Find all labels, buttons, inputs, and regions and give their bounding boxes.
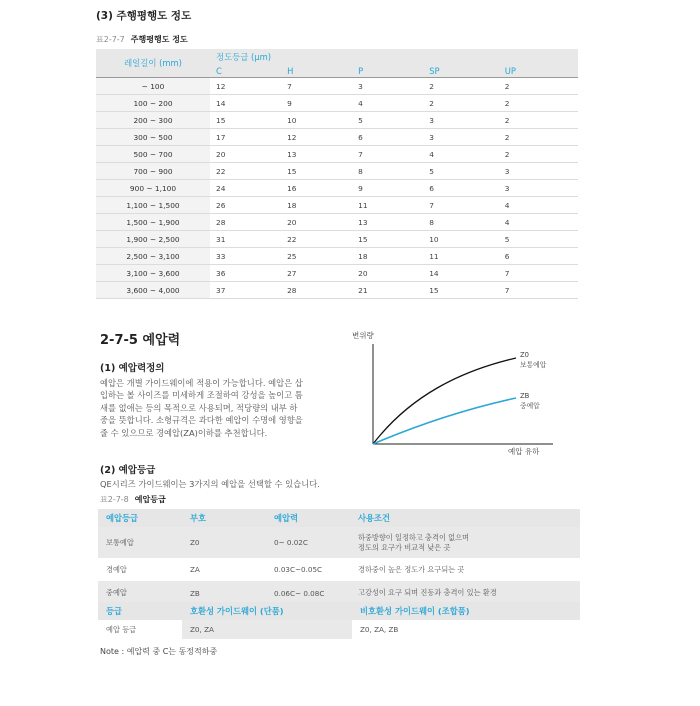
preload-grade-description: QE시리즈 가이드웨이는 3가지의 예압을 선택할 수 있습니다. (100, 479, 320, 489)
caption-title: 주행평행도 정도 (130, 35, 188, 44)
cell-rail-length: 2,500 ~ 3,100 (96, 248, 210, 265)
cell-value: 20 (352, 265, 423, 282)
cell-value: 20 (210, 146, 281, 163)
cell-value: 13 (281, 146, 352, 163)
cell-value: 6 (423, 180, 499, 197)
cell-force: 0~ 0.02C (266, 527, 350, 558)
cell-value: 2 (423, 78, 499, 95)
header-preload-grade: 예압등급 (98, 509, 182, 527)
cell-value: 3 (352, 78, 423, 95)
cell-rail-length: 1,900 ~ 2,500 (96, 231, 210, 248)
cell-rail-length: 200 ~ 300 (96, 112, 210, 129)
cell-value: 7 (281, 78, 352, 95)
compatibility-table (98, 602, 580, 639)
note-text: Note : 예압력 중 C는 동정적하중 (100, 647, 218, 656)
cell-value: 24 (210, 180, 281, 197)
cell-value: 9 (281, 95, 352, 112)
cell-rail-length: 1,100 ~ 1,500 (96, 197, 210, 214)
table-row (96, 146, 578, 163)
header-compatible: 호환성 가이드웨이 (단품) (182, 602, 352, 620)
preload-chart (340, 326, 580, 456)
x-axis-label: 예압 유하 (508, 447, 540, 456)
cell-value: 15 (423, 282, 499, 299)
z0-name-label: 보통예압 (520, 361, 547, 369)
cell-rail-length: 3,600 ~ 4,000 (96, 282, 210, 299)
table-row (96, 282, 578, 299)
header-grade-p: P (352, 65, 423, 78)
cell-value: 6 (352, 129, 423, 146)
header-grade-sp: SP (423, 65, 499, 78)
table-caption-accuracy (96, 34, 188, 45)
cell-rail-length: 700 ~ 900 (96, 163, 210, 180)
cell-value: 9 (352, 180, 423, 197)
cell-value: 18 (352, 248, 423, 265)
cell-value: 36 (210, 265, 281, 282)
text-line: 중을 뜻합니다. 소형규격은 과다한 예압이 수명에 영향을 (100, 415, 303, 426)
header-grade: 정도등급 (μm) (210, 49, 578, 65)
cell-rail-length: 3,100 ~ 3,600 (96, 265, 210, 282)
header-code: 부호 (182, 509, 266, 527)
table-row (96, 265, 578, 282)
text-line: 입하는 볼 사이즈를 미세하게 조절하여 강성을 높이고 틈 (100, 390, 303, 401)
cell-value: 25 (281, 248, 352, 265)
table-row (96, 214, 578, 231)
header-grade-h: H (281, 65, 352, 78)
zb-name-label: 중예압 (520, 402, 540, 410)
cell-value: 14 (210, 95, 281, 112)
caption-number: 표2-7-8 (100, 495, 129, 504)
cell-value: 5 (499, 231, 578, 248)
cell-rail-length: 100 ~ 200 (96, 95, 210, 112)
cell-value: 7 (499, 265, 578, 282)
cell-label: 예압 등급 (98, 620, 182, 639)
cell-value: 33 (210, 248, 281, 265)
cell-value: 10 (423, 231, 499, 248)
cell-grade: 경예압 (98, 558, 182, 581)
zb-code-label: ZB (520, 392, 530, 400)
text-line: 새를 없애는 등의 목적으로 사용되며, 적당량의 내부 하 (100, 402, 298, 413)
cell-value: 15 (210, 112, 281, 129)
cell-single: Z0, ZA (182, 620, 352, 639)
header-grade-up: UP (499, 65, 578, 78)
table-row (96, 231, 578, 248)
cell-value: 11 (352, 197, 423, 214)
cell-value: 2 (499, 146, 578, 163)
cell-value: 4 (352, 95, 423, 112)
cell-value: 4 (499, 214, 578, 231)
table-row (98, 558, 580, 581)
cell-code: ZA (182, 558, 266, 581)
cell-code: ZB (182, 581, 266, 605)
header-grade-c: C (210, 65, 281, 78)
cell-value: 13 (352, 214, 423, 231)
accuracy-table-body (96, 78, 578, 299)
z0-code-label: Z0 (520, 351, 529, 359)
cell-value: 7 (352, 146, 423, 163)
table-row (96, 129, 578, 146)
table-row (96, 248, 578, 265)
text-line: 줄 수 있으므로 경예압(ZA)이하를 추천합니다. (100, 427, 268, 438)
cell-value: 7 (423, 197, 499, 214)
cell-condition: 고강성이 요구 되며 진동과 충격이 있는 환경 (350, 581, 580, 605)
cell-value: 7 (499, 282, 578, 299)
table-row (98, 527, 580, 558)
cell-value: 5 (423, 163, 499, 180)
cell-condition (350, 527, 580, 558)
table-row (96, 95, 578, 112)
cell-value: 12 (210, 78, 281, 95)
cell-value: 3 (499, 180, 578, 197)
preload-definition-text (100, 377, 368, 439)
cell-value: 3 (499, 163, 578, 180)
cell-value: 28 (210, 214, 281, 231)
cell-value: 37 (210, 282, 281, 299)
cell-value: 26 (210, 197, 281, 214)
caption-number: 표2-7-7 (96, 35, 125, 44)
cell-value: 10 (281, 112, 352, 129)
cell-value: 15 (281, 163, 352, 180)
cell-value: 2 (499, 112, 578, 129)
table-row (96, 78, 578, 95)
cell-value: 28 (281, 282, 352, 299)
cell-force: 0.03C~0.05C (266, 558, 350, 581)
header-force: 예압력 (266, 509, 350, 527)
header-condition: 사용조건 (350, 509, 580, 527)
cell-value: 17 (210, 129, 281, 146)
cell-value: 18 (281, 197, 352, 214)
cell-value: 5 (352, 112, 423, 129)
accuracy-table (96, 49, 578, 299)
subheading-preload-definition: (1) 예압력정의 (100, 363, 165, 374)
cell-value: 2 (499, 95, 578, 112)
cell-value: 11 (423, 248, 499, 265)
z0-curve (373, 358, 516, 444)
cell-value: 15 (352, 231, 423, 248)
cell-value: 22 (281, 231, 352, 248)
cell-value: 8 (423, 214, 499, 231)
cell-value: 8 (352, 163, 423, 180)
cell-value: 21 (352, 282, 423, 299)
section-heading-preload: 2-7-5 예압력 (100, 333, 181, 348)
cell-rail-length: 1,500 ~ 1,900 (96, 214, 210, 231)
condition-line: 하중방향이 일정하고 충격이 없으며 (358, 532, 470, 542)
table-row (96, 197, 578, 214)
cell-grade: 보통예압 (98, 527, 182, 558)
cell-value: 12 (281, 129, 352, 146)
y-axis-label: 변위량 (352, 331, 374, 340)
header-class: 등급 (98, 602, 182, 620)
cell-value: 3 (423, 129, 499, 146)
cell-rail-length: 500 ~ 700 (96, 146, 210, 163)
cell-value: 27 (281, 265, 352, 282)
cell-value: 4 (499, 197, 578, 214)
cell-code: Z0 (182, 527, 266, 558)
table-row (96, 180, 578, 197)
caption-title: 예압등급 (134, 495, 166, 504)
text-line: 예압은 개별 가이드웨이에 적용이 가능합니다. 예압은 삽 (100, 378, 303, 388)
subheading-preload-grade: (2) 예압등급 (100, 465, 156, 476)
cell-grade: 중예압 (98, 581, 182, 605)
cell-condition: 경하중이 높은 정도가 요구되는 곳 (350, 558, 580, 581)
table-caption-preload (100, 494, 166, 505)
preload-grade-table (98, 509, 580, 605)
cell-rail-length: 900 ~ 1,100 (96, 180, 210, 197)
cell-rail-length: 300 ~ 500 (96, 129, 210, 146)
cell-value: 22 (210, 163, 281, 180)
condition-line: 정도의 요구가 비교적 낮은 곳 (358, 542, 451, 552)
header-rail-length: 레일길이 (mm) (96, 49, 210, 78)
cell-rail-length: ~ 100 (96, 78, 210, 95)
cell-value: 4 (423, 146, 499, 163)
table-row (98, 620, 580, 639)
cell-value: 2 (499, 78, 578, 95)
cell-force: 0.06C~ 0.08C (266, 581, 350, 605)
cell-value: 3 (423, 112, 499, 129)
header-non-compatible: 비호환성 가이드웨이 (조합품) (352, 602, 580, 620)
cell-assembly: Z0, ZA, ZB (352, 620, 580, 639)
cell-value: 2 (499, 129, 578, 146)
table-row (96, 163, 578, 180)
cell-value: 20 (281, 214, 352, 231)
cell-value: 31 (210, 231, 281, 248)
cell-value: 2 (423, 95, 499, 112)
table-row (96, 112, 578, 129)
cell-value: 6 (499, 248, 578, 265)
cell-value: 14 (423, 265, 499, 282)
section-title-accuracy: (3) 주행평행도 정도 (96, 10, 192, 22)
cell-value: 16 (281, 180, 352, 197)
